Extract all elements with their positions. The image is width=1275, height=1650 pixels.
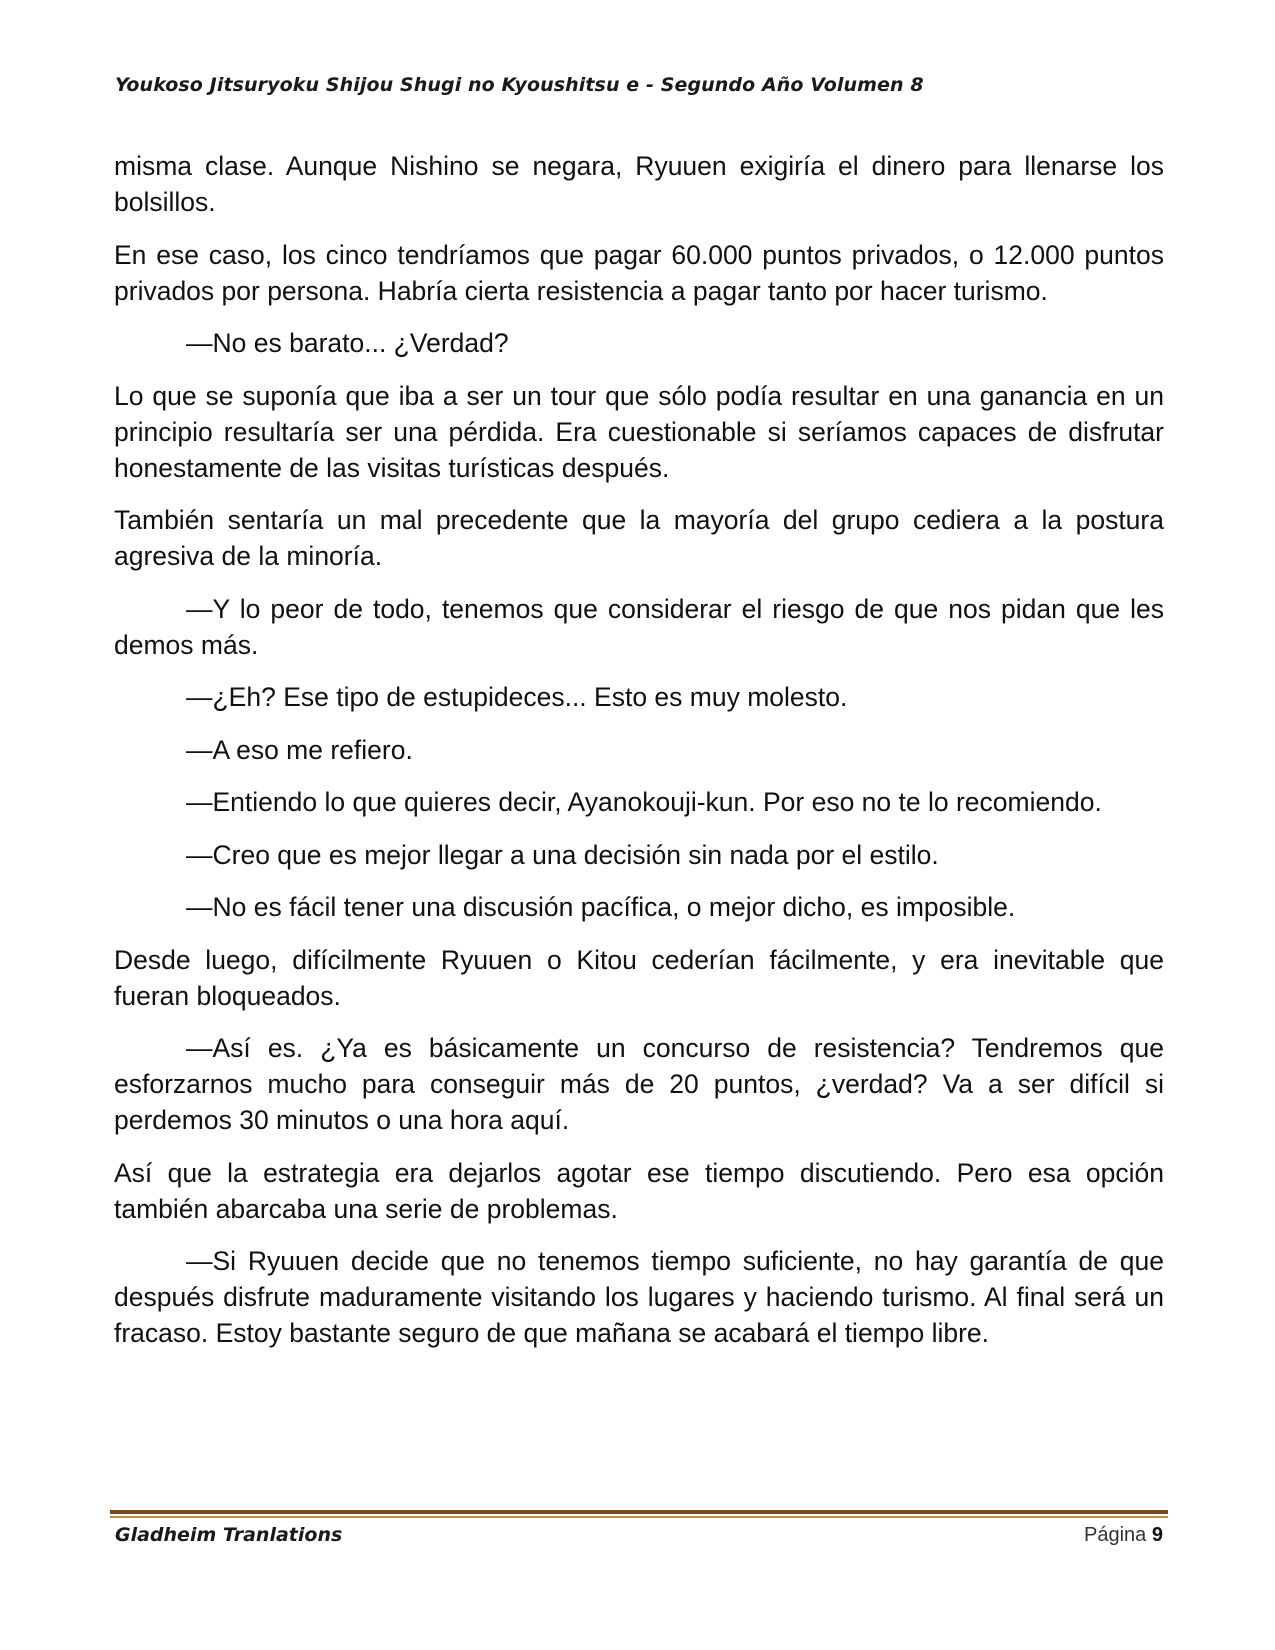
dialogue-line: —Creo que es mejor llegar a una decisión sin nada por el estilo. [186,839,939,870]
page-header-title: Youkoso Jitsuryoku Shijou Shugi no Kyoushitsu e - Segundo Año Volumen 8 [115,74,924,96]
dialogue-line: —A eso me refiero. [186,734,413,765]
footer-divider-thin [110,1516,1168,1518]
paragraph: También sentaría un mal precedente que la mayoría del grupo cediera a la postura agresiva de la minoría. [114,505,1164,571]
footer-divider-thick [110,1510,1168,1514]
dialogue-line: —No es fácil tener una discusión pacífica, o mejor dicho, es imposible. [186,892,1016,922]
body-text [114,148,1164,1368]
dialogue-line: —Entiendo lo que quieres decir, Ayanokouji-kun. Por eso no te lo recomiendo. [186,787,1102,817]
footer-divider [110,1510,1168,1518]
paragraph: Desde luego, difícilmente Ryuuen o Kitou cederían fácilmente, y era inevitable que fueran bloqueados. [114,944,1164,1011]
dialogue-line: —Y lo peor de todo, tenemos que considerar el riesgo de que nos pidan que les demos más. [114,593,1164,660]
footer-credit: Gladheim Tranlations [115,1524,343,1546]
page-number-value: 9 [1151,1524,1163,1546]
page-number [1084,1524,1163,1547]
dialogue-line: —No es barato... ¿Verdad? [186,328,509,358]
page-label: Página [1084,1524,1147,1546]
paragraph: misma clase. Aunque Nishino se negara, Ryuuen exigiría el dinero para llenarse los bolsillos. [114,151,1164,217]
paragraph: En ese caso, los cinco tendríamos que pagar 60.000 puntos privados, o 12.000 puntos privados por persona. Habría cierta resistencia a pagar tanto por hacer turismo. [114,239,1164,306]
paragraph: Lo que se suponía que iba a ser un tour que sólo podía resultar en una ganancia en un principio resultaría ser una pérdida. Era cuestionable si seríamos capaces de disfrutar honestamente de las visitas turísticas después. [114,380,1164,483]
paragraph: Así que la estrategia era dejarlos agotar ese tiempo discutiendo. Pero esa opción también abarcaba una serie de problemas. [114,1157,1164,1224]
dialogue-line: —¿Eh? Ese tipo de estupideces... Esto es muy molesto. [186,682,848,712]
dialogue-line: —Así es. ¿Ya es básicamente un concurso de resistencia? Tendremos que esforzarnos mucho para conseguir más de 20 puntos, ¿verdad? Va a ser difícil si perdemos 30 minutos o una hora aquí. [114,1033,1164,1135]
dialogue-line: —Si Ryuuen decide que no tenemos tiempo suficiente, no hay garantía de que después disfrute maduramente visitando los lugares y haciendo turismo. Al final será un fracaso. Estoy bastante seguro de que mañana se acabará el tiempo libre. [114,1246,1164,1348]
